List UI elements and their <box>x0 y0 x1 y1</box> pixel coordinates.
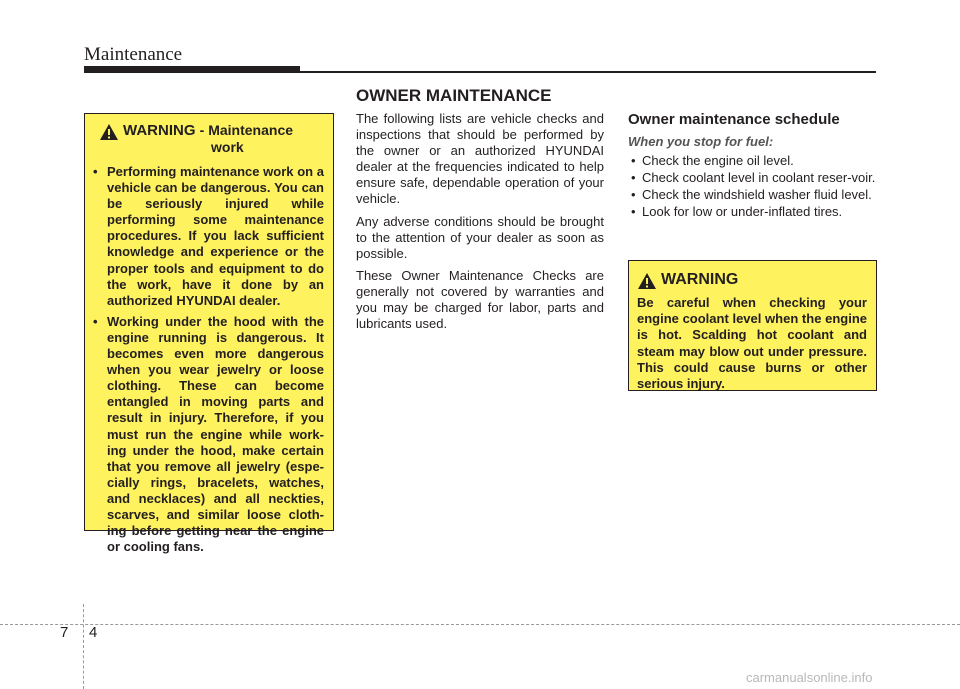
warning-label-suffix: - Maintenance <box>199 122 294 138</box>
schedule-list <box>628 153 877 220</box>
owner-schedule <box>628 111 877 221</box>
watermark: carmanualsonline.info <box>746 670 873 685</box>
schedule-title: Owner maintenance schedule <box>628 111 840 128</box>
warning-text: Be careful when checking your engine coolant level when the engine is hot. Scalding hot coolant and steam may blow out under pressure. This could cause burns or other serious injury. <box>637 295 867 392</box>
warning-label: WARNING <box>661 271 739 288</box>
section-title: OWNER MAINTENANCE <box>356 86 552 105</box>
header-rule-thick <box>84 66 300 73</box>
paragraph: These Owner Maintenance Checks are generally not covered by warranties and you may be charged for labor, parts and lubricants used. <box>356 267 604 332</box>
warning-item: • Performing maintenance work on a vehicle can be dangerous. You can be seriously injured while performing some maintenance procedures. If you lack sufficient knowledge and experience or the proper tools and equipment to do the work, have it done by an authorized HYUNDAI dealer. <box>93 164 324 309</box>
warning-triangle-icon <box>637 272 657 290</box>
paragraph: The following lists are vehicle checks and inspections that should be performed by the owner or an authorized HYUNDAI dealer at the frequencies indicated to help ensure safe, dependable operation of your vehicle. <box>356 111 604 207</box>
header-title: Maintenance <box>84 44 183 65</box>
schedule-item: • Check the windshield washer fluid level. <box>628 187 877 203</box>
body-text <box>356 111 604 338</box>
warning-box-coolant <box>628 260 877 391</box>
footer-divider <box>83 604 84 689</box>
schedule-subtitle: When you stop for fuel: <box>628 134 774 149</box>
warning-box-maintenance <box>84 113 334 555</box>
schedule-item: • Check coolant level in coolant reser-voir. <box>628 170 877 186</box>
warning-item: • Working under the hood with the engine running is dangerous. It becomes even more dangerous when you wear jewelry or loose clothing. These can become entangled in moving parts and result in injury. Therefore, if you must run the engine while work-ing under the hood, make certain that you remove all jewelry (espe-cially rings, bracelets, watches, and necklaces) and all neckties, scarves, and similar loose cloth-ing before getting near the engine or cooling fans. <box>93 314 324 555</box>
paragraph: Any adverse conditions should be brought to the attention of your dealer as soon as possible. <box>356 213 604 261</box>
schedule-item: • Check the engine oil level. <box>628 153 877 169</box>
warning-heading <box>93 122 324 156</box>
schedule-item: • Look for low or under-inflated tires. <box>628 204 877 220</box>
warning-label: WARNING <box>123 122 196 139</box>
warning-heading <box>637 271 867 290</box>
warning-label-suffix-2: work <box>211 139 244 155</box>
page-number: 4 <box>89 624 98 641</box>
warning-triangle-icon <box>99 123 119 141</box>
header-rule-thin <box>300 71 876 73</box>
warning-list <box>93 164 324 555</box>
footer-rule <box>0 624 960 625</box>
chapter-number: 7 <box>60 624 69 641</box>
